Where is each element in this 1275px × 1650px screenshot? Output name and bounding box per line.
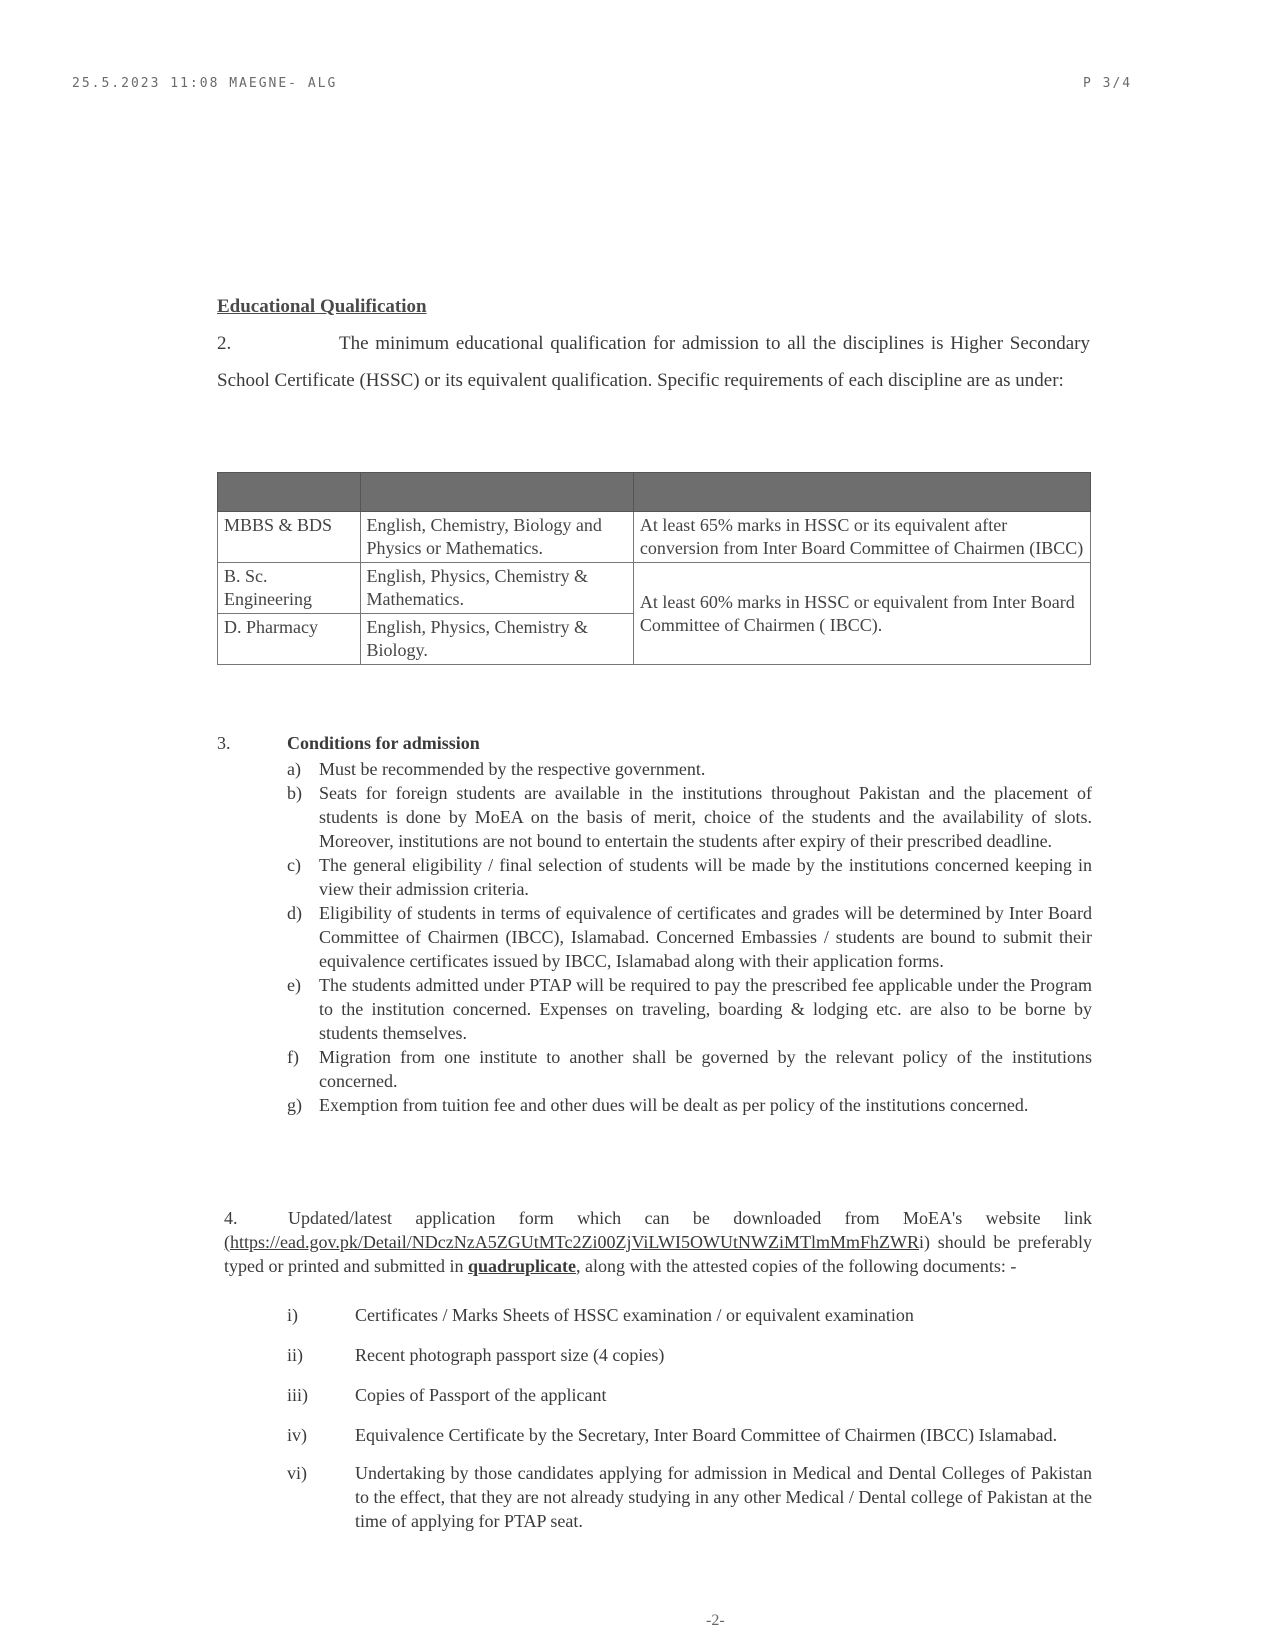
list-item bbox=[287, 973, 1092, 1045]
item-text: Seats for foreign students are available in the institutions throughout Pakistan and the placement of students is done by MoEA on the basis of merit, choice of the students and the availability of slots. Moreover, institutions are not bound to entertain the students after expiry of their prescribed deadline. bbox=[319, 783, 1092, 851]
paragraph-4 bbox=[224, 1206, 1092, 1278]
item-numeral: vi) bbox=[287, 1463, 307, 1483]
emphasis-text: quadruplicate bbox=[467, 1256, 576, 1276]
section-number: 3. bbox=[217, 733, 231, 753]
list-item bbox=[287, 1343, 1092, 1367]
item-text: Undertaking by those candidates applying for admission in Medical and Dental Colleges of Pakistan to the effect, that they are not already studying in any other Medical / Dental college of Pakistan at the time of applying for PTAP seat. bbox=[355, 1463, 1092, 1531]
item-numeral: ii) bbox=[287, 1345, 303, 1365]
discipline-cell: B. Sc. Engineering bbox=[218, 563, 361, 614]
subjects-cell: English, Chemistry, Biology and Physics or Mathematics. bbox=[360, 512, 633, 563]
subjects-cell: English, Physics, Chemistry & Biology. bbox=[360, 614, 633, 665]
section-heading: Educational Qualification bbox=[217, 296, 427, 317]
item-text: Certificates / Marks Sheets of HSSC examination / or equivalent examination bbox=[355, 1305, 914, 1325]
paragraph-text: , along with the attested copies of the following documents: - bbox=[576, 1256, 1017, 1276]
item-letter: a) bbox=[287, 759, 301, 779]
item-text: The students admitted under PTAP will be required to pay the prescribed fee applicable under the Program to the institution concerned. Expenses on traveling, boarding & lodging etc. are also to be borne by students themselves. bbox=[319, 975, 1092, 1043]
fax-header-left: 25.5.2023 11:08 MAEGNE- ALG bbox=[72, 76, 338, 91]
item-text: The general eligibility / final selection of students will be made by the institutions concerned keeping in view their admission criteria. bbox=[319, 855, 1092, 899]
subjects-cell: English, Physics, Chemistry & Mathematics. bbox=[360, 563, 633, 614]
item-text: Recent photograph passport size (4 copies) bbox=[355, 1345, 665, 1365]
website-link[interactable]: (https://ead.gov.pk/Detail/NDczNzA5ZGUtMTc2Zi00ZjViLWI5OWUtNWZiMTlmMmFhZWR bbox=[224, 1232, 920, 1252]
section-title: Conditions for admission bbox=[287, 733, 480, 753]
item-text: Eligibility of students in terms of equivalence of certificates and grades will be determined by Inter Board Committee of Chairmen (IBCC), Islamabad. Concerned Embassies / students are bound to submit their equivalence certificates issued by IBCC, Islamabad along with their application forms. bbox=[319, 903, 1092, 971]
item-letter: c) bbox=[287, 855, 301, 875]
list-item bbox=[287, 757, 1092, 781]
fax-header-right: P 3/4 bbox=[1083, 76, 1133, 91]
discipline-cell: MBBS & BDS bbox=[218, 512, 361, 563]
page-number: -2- bbox=[706, 1612, 725, 1629]
table-row bbox=[218, 512, 1091, 563]
paragraph-text: Updated/latest application form which can be downloaded from MoEA's website link bbox=[288, 1208, 1092, 1228]
item-text: Copies of Passport of the applicant bbox=[355, 1385, 607, 1405]
list-item bbox=[287, 781, 1092, 853]
item-letter: e) bbox=[287, 975, 301, 995]
paragraph-text: i) should be preferably typed or printed and submitted in bbox=[224, 1232, 1092, 1276]
list-item bbox=[287, 1093, 1092, 1117]
list-item bbox=[287, 1303, 1092, 1327]
discipline-cell: D. Pharmacy bbox=[218, 614, 361, 665]
item-text: Migration from one institute to another shall be governed by the relevant policy of the institutions concerned. bbox=[319, 1047, 1092, 1091]
item-text: Exemption from tuition fee and other dues will be dealt as per policy of the institutions concerned. bbox=[319, 1095, 1029, 1115]
item-letter: f) bbox=[287, 1047, 299, 1067]
list-item bbox=[287, 1423, 1092, 1447]
documents-list bbox=[287, 1303, 1092, 1533]
paragraph-number: 4. bbox=[224, 1208, 238, 1228]
item-numeral: iii) bbox=[287, 1385, 308, 1405]
criteria-cell: At least 60% marks in HSSC or equivalent from Inter Board Committee of Chairmen ( IBCC). bbox=[633, 563, 1090, 665]
conditions-list bbox=[287, 757, 1092, 1117]
qualification-table bbox=[217, 472, 1091, 665]
list-item bbox=[287, 853, 1092, 901]
item-letter: d) bbox=[287, 903, 302, 923]
table-row bbox=[218, 563, 1091, 614]
item-numeral: i) bbox=[287, 1305, 298, 1325]
conditions-heading bbox=[217, 733, 480, 754]
list-item bbox=[287, 1045, 1092, 1093]
list-item bbox=[287, 1461, 1092, 1533]
criteria-cell: At least 65% marks in HSSC or its equivalent after conversion from Inter Board Committee of Chairmen (IBCC) bbox=[633, 512, 1090, 563]
paragraph-number: 2. bbox=[217, 333, 232, 354]
paragraph-2 bbox=[217, 325, 1090, 399]
item-numeral: iv) bbox=[287, 1425, 307, 1445]
list-item bbox=[287, 901, 1092, 973]
item-letter: g) bbox=[287, 1095, 302, 1115]
list-item bbox=[287, 1383, 1092, 1407]
item-letter: b) bbox=[287, 783, 302, 803]
item-text: Must be recommended by the respective government. bbox=[319, 759, 706, 779]
table-header-row bbox=[218, 473, 1091, 512]
paragraph-text: The minimum educational qualification for admission to all the disciplines is Higher Secondary School Certificate (HSSC) or its equivalent qualification. Specific requirements of each discipline are as under: bbox=[217, 333, 1090, 391]
item-text: Equivalence Certificate by the Secretary, Inter Board Committee of Chairmen (IBCC) Islamabad. bbox=[355, 1425, 1058, 1445]
